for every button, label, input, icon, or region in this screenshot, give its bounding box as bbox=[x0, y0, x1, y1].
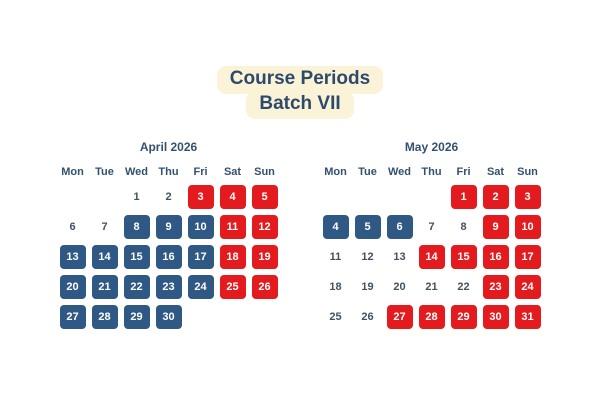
day-cell: 28 bbox=[419, 305, 445, 329]
day-cell: 17 bbox=[515, 245, 541, 269]
day-cell: 24 bbox=[515, 275, 541, 299]
weekday-label: Fri bbox=[456, 166, 471, 178]
weekday-label: Wed bbox=[124, 166, 149, 178]
month-title: May 2026 bbox=[404, 140, 459, 154]
day-cell: 3 bbox=[188, 185, 214, 209]
day-cell: 4 bbox=[323, 215, 349, 239]
day-cell: 29 bbox=[124, 305, 150, 329]
day-cell: 14 bbox=[419, 245, 445, 269]
day-cell: 26 bbox=[252, 275, 278, 299]
day-cell: 27 bbox=[387, 305, 413, 329]
day-cell: 14 bbox=[92, 245, 118, 269]
day-cell: 8 bbox=[124, 215, 150, 239]
day-cell: 19 bbox=[252, 245, 278, 269]
day-cell: 16 bbox=[156, 245, 182, 269]
weekday-label: Mon bbox=[61, 166, 84, 178]
day-cell: 15 bbox=[124, 245, 150, 269]
day-cell: 2 bbox=[165, 191, 172, 203]
day-cell: 22 bbox=[457, 281, 470, 293]
day-cell: 25 bbox=[329, 311, 342, 323]
weekday-label: Sun bbox=[254, 166, 275, 178]
day-cell: 12 bbox=[252, 215, 278, 239]
day-cell: 16 bbox=[483, 245, 509, 269]
day-cell: 10 bbox=[515, 215, 541, 239]
day-cell: 21 bbox=[425, 281, 438, 293]
day-cell: 9 bbox=[483, 215, 509, 239]
weekday-label: Tue bbox=[358, 166, 377, 178]
day-cell: 21 bbox=[92, 275, 118, 299]
day-cell: 1 bbox=[451, 185, 477, 209]
day-cell: 22 bbox=[124, 275, 150, 299]
day-cell: 28 bbox=[92, 305, 118, 329]
weekday-header bbox=[57, 162, 281, 182]
day-cell: 13 bbox=[393, 251, 406, 263]
day-cell: 18 bbox=[220, 245, 246, 269]
weekday-label: Sat bbox=[486, 166, 505, 178]
day-grid bbox=[57, 182, 281, 332]
weekday-label: Tue bbox=[95, 166, 114, 178]
day-cell: 7 bbox=[428, 221, 435, 233]
day-cell: 30 bbox=[483, 305, 509, 329]
day-cell: 12 bbox=[361, 251, 374, 263]
day-cell: 5 bbox=[355, 215, 381, 239]
day-cell: 20 bbox=[393, 281, 406, 293]
day-cell: 24 bbox=[188, 275, 214, 299]
page-title bbox=[0, 66, 600, 119]
day-cell: 2 bbox=[483, 185, 509, 209]
weekday-label: Thu bbox=[421, 166, 442, 178]
day-cell: 29 bbox=[451, 305, 477, 329]
day-cell: 23 bbox=[483, 275, 509, 299]
calendar-may-2026 bbox=[320, 140, 544, 332]
day-cell: 27 bbox=[60, 305, 86, 329]
day-cell: 30 bbox=[156, 305, 182, 329]
day-cell: 17 bbox=[188, 245, 214, 269]
weekday-label: Mon bbox=[324, 166, 347, 178]
day-cell: 9 bbox=[156, 215, 182, 239]
day-cell: 26 bbox=[361, 311, 374, 323]
day-cell: 4 bbox=[220, 185, 246, 209]
title-line-2: Batch VII bbox=[246, 91, 353, 119]
day-cell: 18 bbox=[329, 281, 342, 293]
month-title: April 2026 bbox=[139, 140, 198, 154]
day-cell: 5 bbox=[252, 185, 278, 209]
weekday-label: Thu bbox=[158, 166, 179, 178]
day-cell: 10 bbox=[188, 215, 214, 239]
day-cell: 19 bbox=[361, 281, 374, 293]
day-cell: 15 bbox=[451, 245, 477, 269]
day-cell: 1 bbox=[133, 191, 140, 203]
day-cell: 25 bbox=[220, 275, 246, 299]
weekday-label: Sat bbox=[223, 166, 242, 178]
day-cell: 7 bbox=[101, 221, 108, 233]
weekday-label: Fri bbox=[193, 166, 208, 178]
weekday-header bbox=[320, 162, 544, 182]
day-cell: 23 bbox=[156, 275, 182, 299]
day-cell: 20 bbox=[60, 275, 86, 299]
day-cell: 13 bbox=[60, 245, 86, 269]
weekday-label: Wed bbox=[387, 166, 412, 178]
day-cell: 11 bbox=[329, 251, 342, 263]
day-cell: 6 bbox=[69, 221, 76, 233]
title-line-1: Course Periods bbox=[217, 66, 383, 94]
day-cell: 3 bbox=[515, 185, 541, 209]
calendar-april-2026 bbox=[57, 140, 281, 332]
day-cell: 11 bbox=[220, 215, 246, 239]
day-grid bbox=[320, 182, 544, 332]
day-cell: 6 bbox=[387, 215, 413, 239]
calendars-row bbox=[0, 140, 600, 332]
weekday-label: Sun bbox=[517, 166, 538, 178]
day-cell: 31 bbox=[515, 305, 541, 329]
day-cell: 8 bbox=[460, 221, 467, 233]
